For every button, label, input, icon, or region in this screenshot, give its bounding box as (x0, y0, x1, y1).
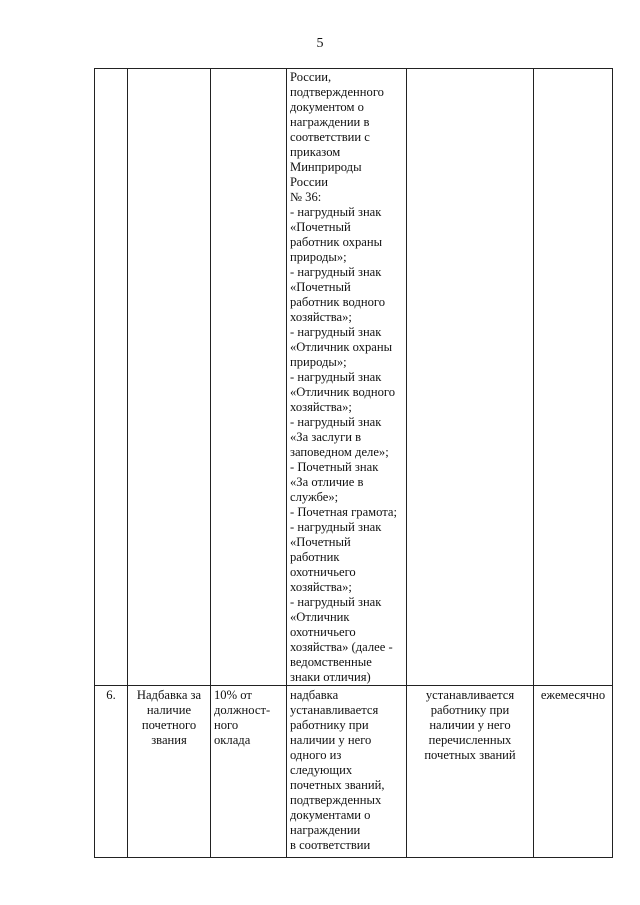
page-number: 5 (316, 36, 324, 51)
table-row-continued (95, 69, 613, 686)
cell-procedure (407, 69, 534, 686)
cell-conditions: России, подтвержденного документом о награждении в соответствии с приказом Минприроды России № 36: - нагрудный знак «Почетный работник охраны природы»; - нагрудный знак «Почетный работник водного хозяйства»; - нагрудный знак «Отличник охраны природы»; - нагрудный знак «Отличник водного хозяйства»; - нагрудный знак «За заслуги в заповедном деле»; - Почетный знак «За отличие в службе»; - Почетная грамота; - нагрудный знак «Почетный работник охотничьего хозяйства»; - нагрудный знак «Отличник охотничьего хозяйства» (далее - ведомственные знаки отличия) (287, 69, 407, 686)
cell-number (95, 69, 128, 686)
cell-conditions: надбавка устанавливается работнику при наличии у него одного из следующих почетных званий, подтвержденных документами о награждении в соответствии (287, 686, 407, 858)
cell-allowance-size: 10% от должност- ного оклада (211, 686, 287, 858)
cell-number: 6. (95, 686, 128, 858)
cell-periodicity: ежемесячно (534, 686, 613, 858)
cell-allowance-name (128, 69, 211, 686)
cell-allowance-name: Надбавка за наличие почетного звания (128, 686, 211, 858)
cell-allowance-size (211, 69, 287, 686)
cell-procedure: устанавливается работнику при наличии у него перечисленных почетных званий (407, 686, 534, 858)
cell-periodicity (534, 69, 613, 686)
table-row-6 (95, 686, 613, 858)
allowances-table (94, 68, 613, 858)
